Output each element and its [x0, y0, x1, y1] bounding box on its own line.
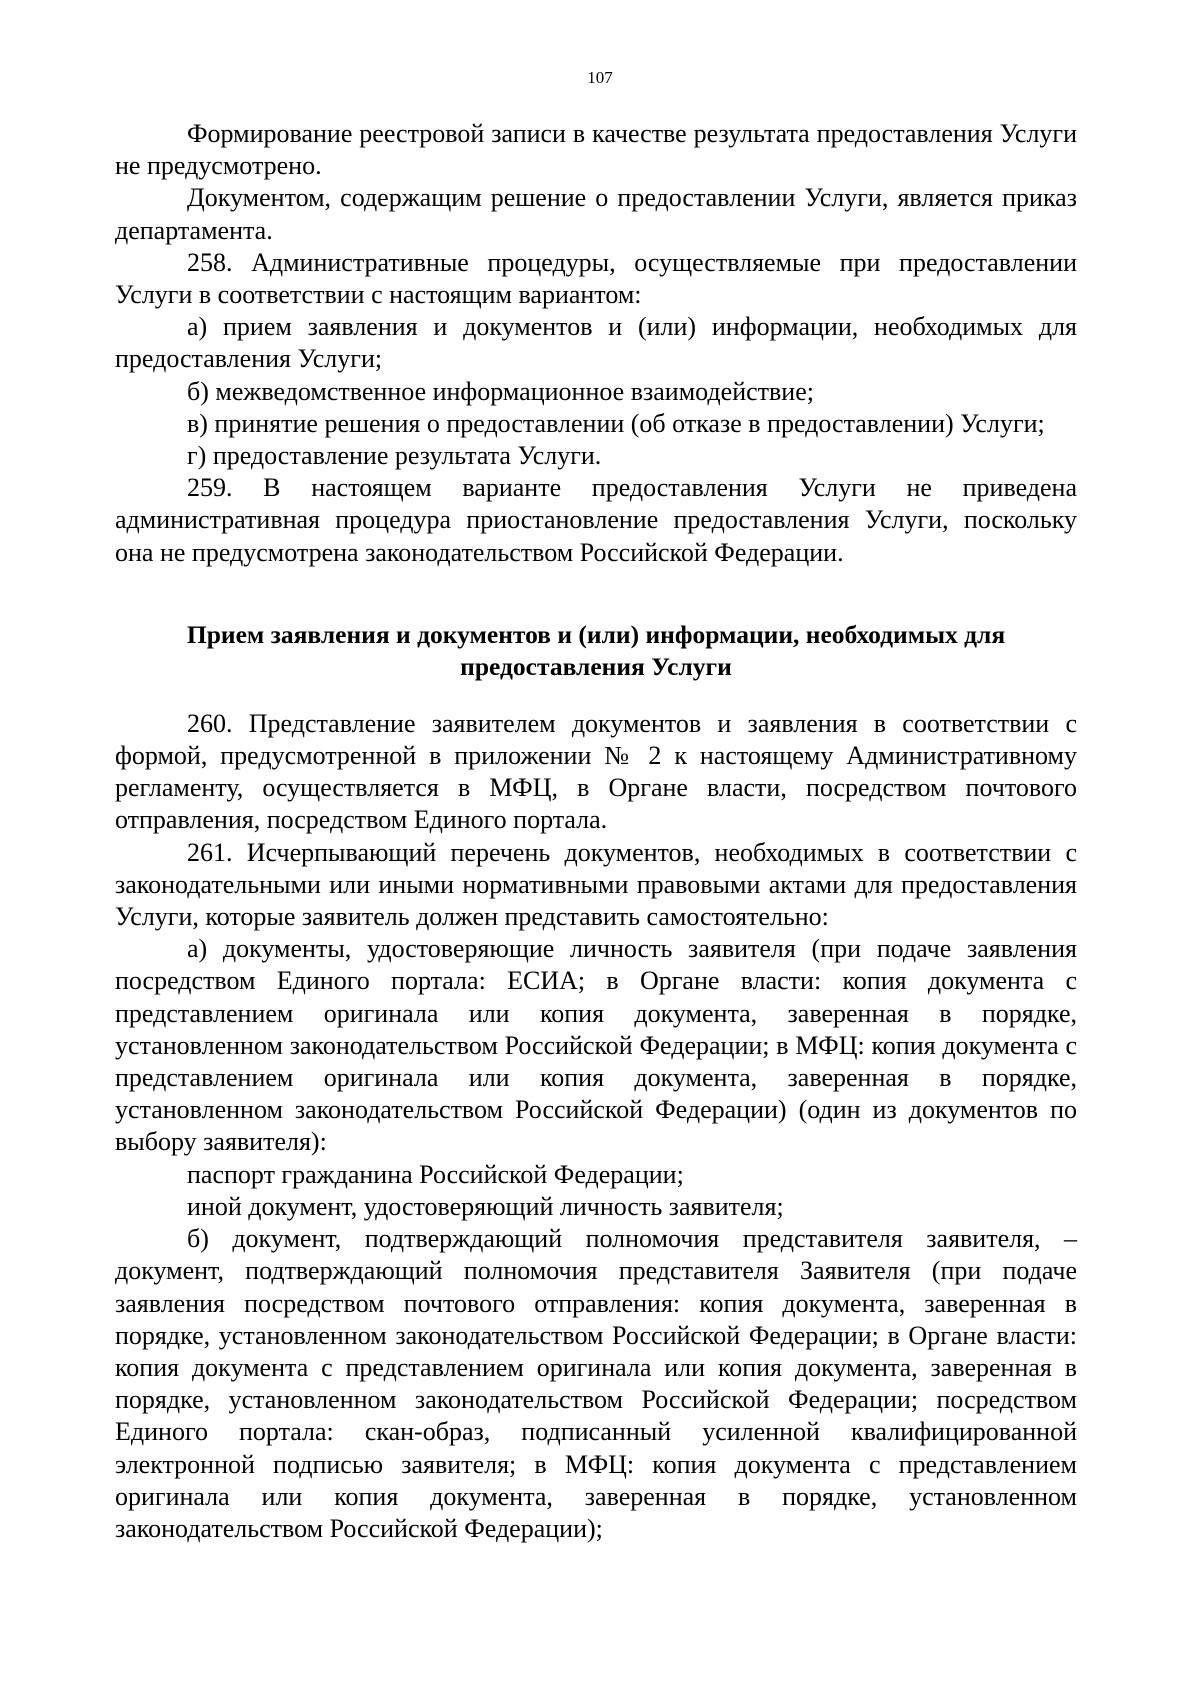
- list-item-v: в) принятие решения о предоставлении (об отказе в предоставлении) Услуги;: [187, 408, 1045, 438]
- paragraph-260: 260. Представление заявителем документов и заявления в соответствии с формой, предусмотренной в приложении № 2 к настоящему Административному регламенту, осуществляется в МФЦ, в Органе власти, посредством почтового отправления, посредством Единого портала.: [115, 708, 1077, 835]
- section-heading: Прием заявления и документов и (или) информации, необходимых для предоставления Услуги: [186, 619, 1006, 682]
- list-item-g: г) предоставление результата Услуги.: [187, 441, 602, 471]
- list-item-b: б) межведомственное информационное взаимодействие;: [187, 376, 814, 406]
- paragraph-259: 259. В настоящем варианте предоставления Услуги не приведена административная процедура приостановление предоставления Услуги, поскольку она не предусмотрена законодательством Российской Федерации.: [115, 473, 1077, 567]
- list-subitem: паспорт гражданина Российской Федерации;: [187, 1159, 684, 1189]
- document-body: [115, 118, 1077, 1545]
- paragraph-258: 258. Административные процедуры, осуществляемые при предоставлении Услуги в соответствии с настоящим вариантом:: [115, 247, 1077, 310]
- page-number: 107: [587, 68, 613, 87]
- list-item-a: а) документы, удостоверяющие личность заявителя (при подаче заявления посредством Единого портала: ЕСИА; в Органе власти: копия документа с представлением оригинала или копия документа, заверенная в порядке, установленном законодательством Российской Федерации; в МФЦ: копия документа с представлением оригинала или копия документа, заверенная в порядке, установленном законодательством Российской Федерации) (один из документов по выбору заявителя):: [115, 934, 1077, 1157]
- list-item-a: а) прием заявления и документов и (или) информации, необходимых для предоставления Услуги;: [115, 312, 1077, 374]
- paragraph-261: 261. Исчерпывающий перечень документов, необходимых в соответствии с законодательными или иными нормативными правовыми актами для предоставления Услуги, которые заявитель должен представить самостоятельно:: [115, 837, 1077, 932]
- list-item-b: б) документ, подтверждающий полномочия представителя заявителя, – документ, подтверждающий полномочия представителя Заявителя (при подаче заявления посредством почтового отправления: копия документа, заверенная в порядке, установленном законодательством Российской Федерации; в Органе власти: копия документа с представлением оригинала или копия документа, заверенная в порядке, установленном законодательством Российской Федерации; посредством Единого портала: скан-образ, подписанный усиленной квалифицированной электронной подписью заявителя; в МФЦ: копия документа с представлением оригинала или копия документа, заверенная в порядке, установленном законодательством Российской Федерации);: [115, 1224, 1077, 1543]
- paragraph: Документом, содержащим решение о предоставлении Услуги, является приказ департамента.: [115, 183, 1077, 245]
- list-subitem: иной документ, удостоверяющий личность заявителя;: [187, 1191, 784, 1221]
- paragraph: Формирование реестровой записи в качестве результата предоставления Услуги не предусмотрено.: [115, 119, 1077, 181]
